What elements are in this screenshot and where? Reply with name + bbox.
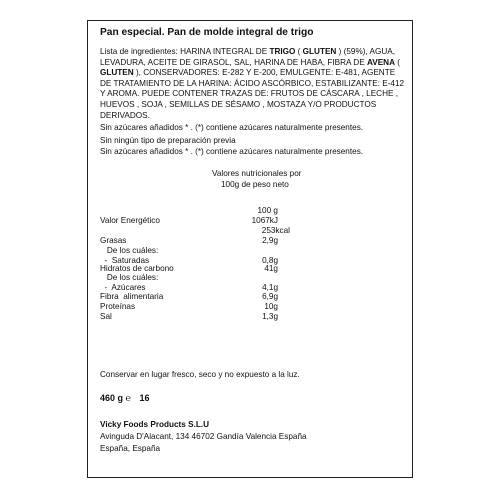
- nutrition-row-label: De los cuáles:: [100, 246, 159, 255]
- company-name: Vicky Foods Products S.L.U: [100, 420, 210, 429]
- ingredients-list: [100, 47, 405, 121]
- energy-kj-value: 1067kJ: [251, 216, 278, 225]
- nutrition-row-value: 0,8g: [262, 256, 278, 265]
- nutrition-row-value: 4,1g: [262, 283, 278, 292]
- allergen-highlight: AVENA: [366, 57, 395, 67]
- estimated-sign: ℮: [125, 393, 131, 403]
- nutrition-row-label: Fibra alimentaria: [100, 292, 164, 301]
- nutrition-row-label: Proteínas: [100, 302, 136, 311]
- units-count: 16: [139, 393, 150, 403]
- company-address: Avinguda D'Alacant, 134 46702 Gandía Valencia España: [100, 432, 307, 441]
- ingredients-text: ), CONSERVADORES: E-282 Y E-200, EMULGENTE: E-481, AGENTE DE TRATAMIENTO DE LA HARINA: ÁCIDO ASCÓRBICO, ESTABILIZANTE: E-412 Y AROMA. PUEDE CONTENER TRAZAS DE: FRUTOS DE CÁSCARA , LECHE , HUEVOS , SOJA , SEMILLAS DE SÉSAMO , MOSTAZA Y/O PRODUCTOS DERIVADOS.: [100, 68, 405, 120]
- nutrition-row-label: - Saturadas: [100, 256, 150, 265]
- nutrition-row-value: 10g: [264, 302, 278, 311]
- net-weight-value: 460 g: [100, 393, 124, 403]
- nutrition-row-label: - Azúcares: [100, 283, 146, 292]
- nutrition-row-value: 41g: [264, 264, 278, 273]
- nutrition-row-value: 2,9g: [262, 236, 278, 245]
- claim-no-added-sugar: Sin azúcares añadidos * . (*) contiene azúcares naturalmente presentes.: [100, 123, 364, 132]
- product-title: Pan especial. Pan de molde integral de trigo: [100, 27, 314, 38]
- nutrition-row-label: De los cuáles:: [100, 273, 159, 282]
- nutrition-header-line2: 100g de peso neto: [221, 180, 289, 189]
- allergen-highlight: GLUTEN: [100, 68, 134, 78]
- nutrition-row-value: 1,3g: [262, 312, 278, 321]
- nutrition-header-line1: Valores nutricionales por: [212, 169, 302, 178]
- nutrition-row-label: Hidratos de carbono: [100, 264, 174, 273]
- claim-no-preparation: Sin ningún tipo de preparación previa: [100, 136, 236, 145]
- energy-label: Valor Energético: [100, 216, 160, 225]
- company-country: España, España: [100, 444, 161, 453]
- claim-no-added-sugar-repeat: Sin azúcares añadidos * . (*) contiene azúcares naturalmente presentes.: [100, 147, 364, 156]
- ingredients-text: ) (59%), AGUA, LEVADURA, ACEITE DE GIRASOL, SAL, HARINA DE HABA, FIBRA DE: [100, 47, 396, 67]
- allergen-highlight: GLUTEN: [302, 47, 337, 56]
- ingredients-text: Lista de ingredientes: HARINA INTEGRAL DE: [100, 47, 270, 56]
- storage-instructions: Conservar en lugar fresco, seco y no expuesto a la luz.: [100, 370, 300, 379]
- ingredients-text: (: [395, 57, 401, 67]
- allergen-highlight: TRIGO: [269, 47, 296, 56]
- ingredients-text: (: [295, 47, 303, 56]
- nutrition-row-label: Grasas: [100, 236, 127, 245]
- energy-kcal-value: 253kcal: [261, 226, 290, 235]
- nutrition-row-label: Sal: [100, 312, 112, 321]
- net-weight: [100, 393, 149, 404]
- nutrition-column-header: 100 g: [257, 206, 278, 215]
- nutrition-row-value: 6,9g: [262, 292, 278, 301]
